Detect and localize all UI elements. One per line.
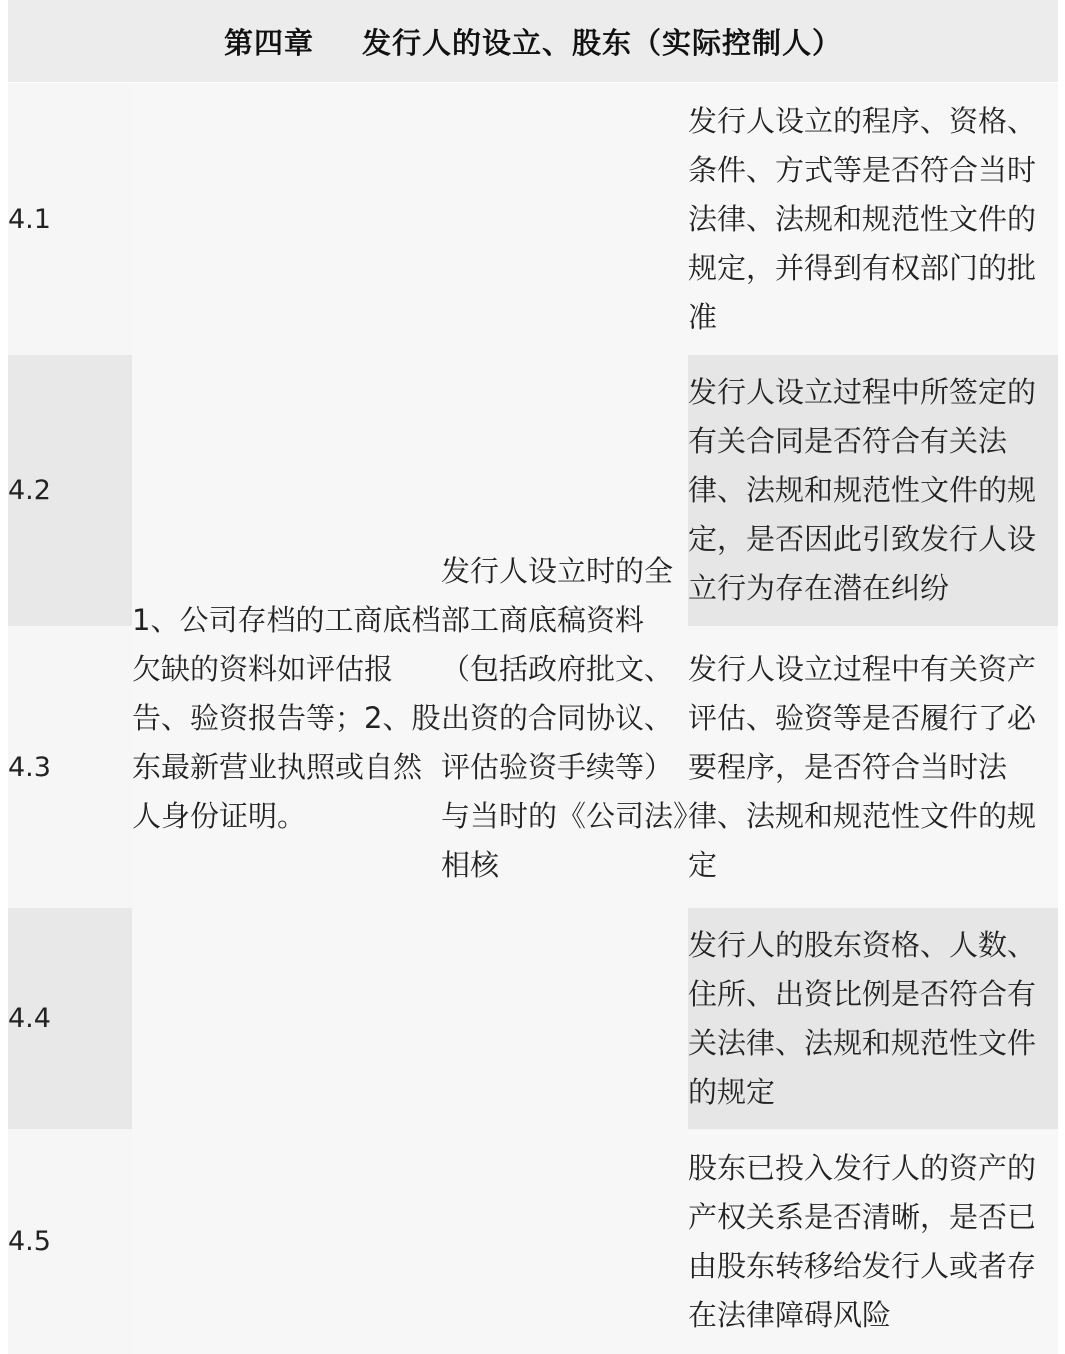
verification-method	[441, 83, 688, 1354]
row-number: 4.3	[8, 626, 132, 908]
chapter-title: 发行人的设立、股东（实际控制人）	[362, 25, 843, 60]
requirement-cell: 发行人设立过程中有关资产评估、验资等是否履行了必要程序，是否符合当时法律、法规和规范性文件的规定	[688, 626, 1058, 908]
requirement-cell: 股东已投入发行人的资产的产权关系是否清晰，是否已由股东转移给发行人或者存在法律障碍风险	[688, 1129, 1058, 1354]
row-number: 4.5	[8, 1129, 132, 1354]
row-number: 4.4	[8, 908, 132, 1129]
checklist-table	[8, 83, 1058, 1354]
method-text: 发行人设立时的全部工商底稿资料（包括政府批文、出资的合同协议、评估验资手续等）与当时的《公司法》相核	[441, 554, 688, 882]
documents-text: 1、公司存档的工商底档欠缺的资料如评估报告、验资报告等；2、股东最新营业执照或自然人身份证明。	[132, 603, 441, 833]
chapter-number: 第四章	[223, 25, 314, 60]
requirement-cell: 发行人设立的程序、资格、条件、方式等是否符合当时法律、法规和规范性文件的规定，并得到有权部门的批准	[688, 83, 1058, 355]
table-row	[8, 83, 1058, 355]
requirement-cell: 发行人的股东资格、人数、住所、出资比例是否符合有关法律、法规和规范性文件的规定	[688, 908, 1058, 1129]
row-number: 4.1	[8, 83, 132, 355]
required-documents	[132, 83, 441, 1354]
chapter-header	[8, 0, 1058, 82]
row-number: 4.2	[8, 355, 132, 626]
requirement-cell: 发行人设立过程中所签定的有关合同是否符合有关法律、法规和规范性文件的规定，是否因此引致发行人设立行为存在潜在纠纷	[688, 355, 1058, 626]
